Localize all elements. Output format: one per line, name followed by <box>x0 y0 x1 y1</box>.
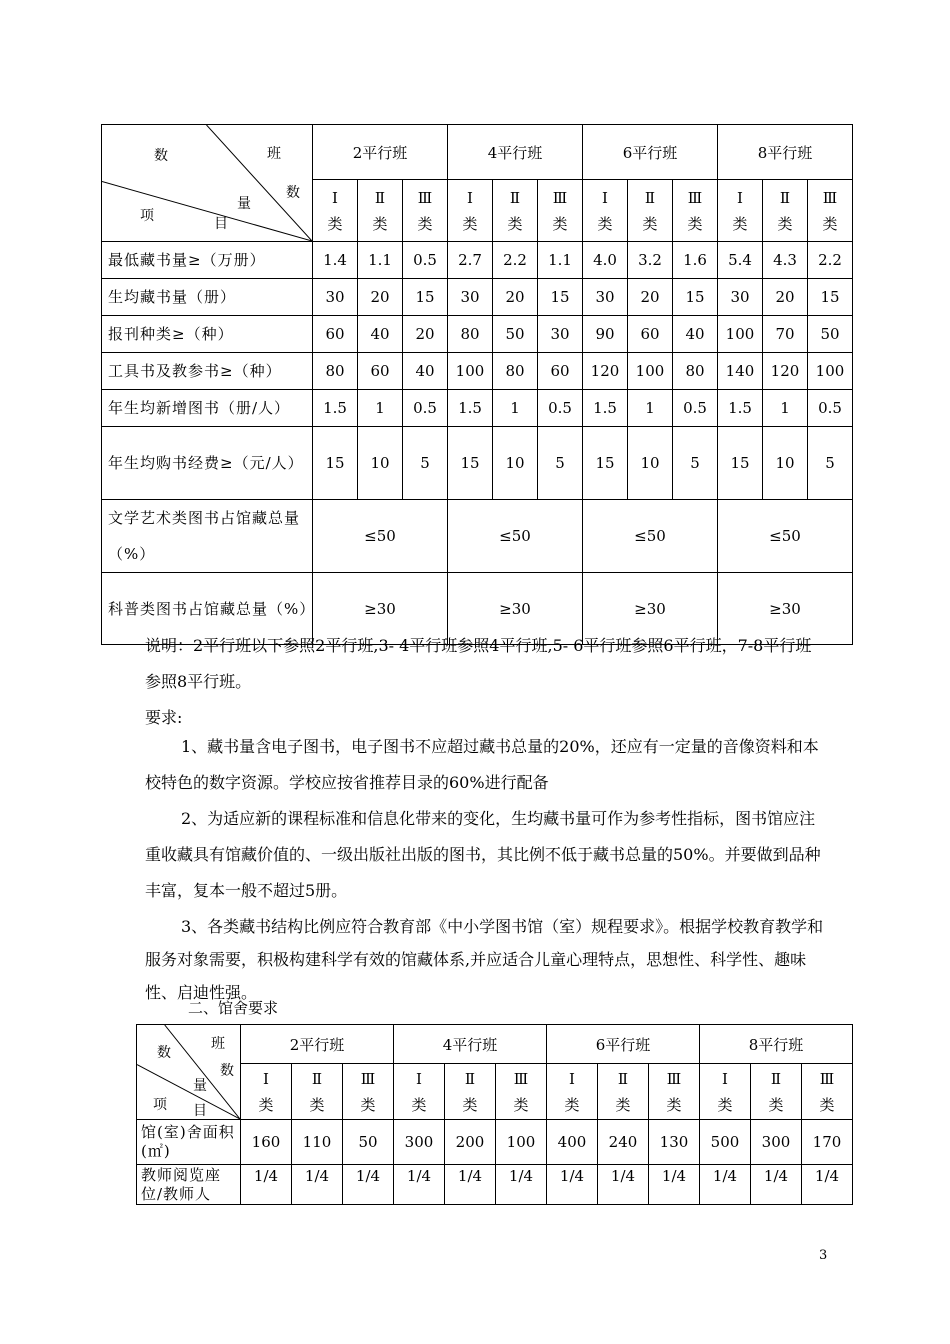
requirement-1: 1、藏书量含电子图书，电子图书不应超过藏书总量的20%，还应有一定量的音像资料和本校特色的数字资源。学校应按省推荐目录的60%进行配备 <box>145 737 819 792</box>
table-cell: 60 <box>628 316 673 353</box>
table-cell: 300 <box>751 1120 802 1165</box>
class-suffix: 类 <box>309 1095 325 1114</box>
table-cell: 40 <box>358 316 403 353</box>
table-cell: 30 <box>538 316 583 353</box>
class-header <box>583 180 628 242</box>
class-suffix: 类 <box>360 1095 376 1114</box>
table-cell: 20 <box>403 316 448 353</box>
table-cell: 10 <box>358 427 403 500</box>
class-header <box>673 180 718 242</box>
table-cell: 1/4 <box>292 1165 343 1205</box>
table-cell: 80 <box>493 353 538 390</box>
group-header-2: 2平行班 <box>313 125 448 180</box>
table-cell: 10 <box>493 427 538 500</box>
corner-label-shu2: 数 <box>286 185 300 201</box>
table-cell: 80 <box>673 353 718 390</box>
class-numeral: Ⅱ <box>374 188 386 207</box>
table-cell: 130 <box>649 1120 700 1165</box>
diagonal-lines <box>102 125 312 241</box>
class-numeral: Ⅲ <box>513 1069 529 1088</box>
class-header <box>763 180 808 242</box>
table-cell: 1 <box>493 390 538 427</box>
corner-label-ban: 班 <box>267 146 281 162</box>
class-suffix: 类 <box>258 1095 274 1114</box>
class-suffix: 类 <box>462 214 478 233</box>
table-cell: 170 <box>802 1120 853 1165</box>
table-cell: 1/4 <box>496 1165 547 1205</box>
class-numeral: Ⅲ <box>819 1069 835 1088</box>
table-cell: 4.3 <box>763 242 808 279</box>
table-cell: 10 <box>628 427 673 500</box>
table-cell: 30 <box>313 279 358 316</box>
group-header-4: 4平行班 <box>394 1025 547 1064</box>
table-cell: 0.5 <box>403 242 448 279</box>
merged-cell: ≤50 <box>583 500 718 573</box>
row-label: 文学艺术类图书占馆藏总量（%） <box>102 500 313 573</box>
table-cell: 15 <box>403 279 448 316</box>
table-cell: 1.4 <box>313 242 358 279</box>
class-suffix: 类 <box>372 214 388 233</box>
class-numeral: Ⅰ <box>569 1069 575 1088</box>
table-cell: 0.5 <box>403 390 448 427</box>
table-cell: 1/4 <box>547 1165 598 1205</box>
class-numeral: Ⅱ <box>770 1069 782 1088</box>
table-cell: 1/4 <box>445 1165 496 1205</box>
section-heading: 二、馆舍要求 <box>188 999 279 1017</box>
book-collection-table <box>101 124 853 645</box>
class-numeral: Ⅰ <box>602 188 608 207</box>
table-cell: 20 <box>493 279 538 316</box>
class-suffix: 类 <box>513 1095 529 1114</box>
table-cell: 110 <box>292 1120 343 1165</box>
class-numeral: Ⅰ <box>263 1069 269 1088</box>
table-row <box>102 353 853 390</box>
table-cell: 70 <box>763 316 808 353</box>
class-header-row <box>137 1064 853 1120</box>
table-cell: 15 <box>718 427 763 500</box>
row-label: 最低藏书量≥（万册） <box>102 242 313 279</box>
table-cell: 15 <box>313 427 358 500</box>
class-header <box>445 1064 496 1120</box>
class-suffix: 类 <box>666 1095 682 1114</box>
group-header-8: 8平行班 <box>718 125 853 180</box>
table-cell: 100 <box>496 1120 547 1165</box>
table-cell: 1/4 <box>598 1165 649 1205</box>
table-cell: 0.5 <box>673 390 718 427</box>
table-cell: 30 <box>448 279 493 316</box>
class-header <box>751 1064 802 1120</box>
class-numeral: Ⅱ <box>509 188 521 207</box>
class-suffix: 类 <box>777 214 793 233</box>
table-cell: 3.2 <box>628 242 673 279</box>
table-cell: 20 <box>628 279 673 316</box>
table-cell: 1/4 <box>343 1165 394 1205</box>
table-cell: 60 <box>538 353 583 390</box>
class-header <box>649 1064 700 1120</box>
table-cell: 20 <box>358 279 403 316</box>
table-cell: 50 <box>808 316 853 353</box>
class-header <box>628 180 673 242</box>
table-row <box>102 316 853 353</box>
table-cell: 15 <box>583 427 628 500</box>
table-cell: 1 <box>358 390 403 427</box>
class-suffix: 类 <box>462 1095 478 1114</box>
table-cell: 10 <box>763 427 808 500</box>
table-cell: 2.7 <box>448 242 493 279</box>
table-cell: 500 <box>700 1120 751 1165</box>
table-cell: 1.1 <box>538 242 583 279</box>
corner-label-mu: 目 <box>193 1103 207 1119</box>
table-cell: 200 <box>445 1120 496 1165</box>
row-label: 报刊种类≥（种） <box>102 316 313 353</box>
class-header <box>358 180 403 242</box>
table-row <box>102 500 853 573</box>
class-header <box>313 180 358 242</box>
group-header-4: 4平行班 <box>448 125 583 180</box>
class-suffix: 类 <box>552 214 568 233</box>
class-numeral: Ⅲ <box>360 1069 376 1088</box>
table-cell: 80 <box>448 316 493 353</box>
table-cell: 100 <box>448 353 493 390</box>
table-cell: 100 <box>628 353 673 390</box>
table-cell: 5 <box>673 427 718 500</box>
table-row <box>102 242 853 279</box>
diagonal-header-cell <box>137 1025 241 1120</box>
merged-cell: ≤50 <box>448 500 583 573</box>
table-cell: 15 <box>538 279 583 316</box>
table-cell: 30 <box>718 279 763 316</box>
class-header <box>496 1064 547 1120</box>
requirement-3: 3、各类藏书结构比例应符合教育部《中小学图书馆（室）规程要求》。根据学校教育教学和服务对象需要，积极构建科学有效的馆藏体系,并应适合儿童心理特点，思想性、科学性、趣味性、启迪性强。 <box>145 917 824 1002</box>
table-cell: 240 <box>598 1120 649 1165</box>
table-cell: 1/4 <box>649 1165 700 1205</box>
table-cell: 300 <box>394 1120 445 1165</box>
merged-cell: ≥30 <box>448 573 583 645</box>
table-cell: 120 <box>763 353 808 390</box>
class-suffix: 类 <box>732 214 748 233</box>
table-cell: 50 <box>493 316 538 353</box>
table-cell: 2.2 <box>808 242 853 279</box>
group-header-6: 6平行班 <box>547 1025 700 1064</box>
table-cell: 1/4 <box>700 1165 751 1205</box>
class-header <box>448 180 493 242</box>
class-header <box>808 180 853 242</box>
table-cell: 15 <box>673 279 718 316</box>
table-cell: 1/4 <box>241 1165 292 1205</box>
table-cell: 400 <box>547 1120 598 1165</box>
group-header-8: 8平行班 <box>700 1025 853 1064</box>
class-header <box>343 1064 394 1120</box>
row-label: 工具书及教参书≥（种） <box>102 353 313 390</box>
row-label: 科普类图书占馆藏总量（%） <box>102 573 313 645</box>
group-header-2: 2平行班 <box>241 1025 394 1064</box>
class-numeral: Ⅱ <box>779 188 791 207</box>
table-cell: 160 <box>241 1120 292 1165</box>
explanation-note: 说明：2平行班以下参照2平行班,3- 4平行班参照4平行班,5- 6平行班参照6平行班，7-8平行班参照8平行班。 <box>145 636 812 691</box>
table-row <box>137 1120 853 1165</box>
class-numeral: Ⅱ <box>311 1069 323 1088</box>
requirements-heading: 要求: <box>145 708 183 727</box>
table-cell: 5 <box>808 427 853 500</box>
class-header <box>493 180 538 242</box>
class-numeral: Ⅲ <box>417 188 433 207</box>
class-header <box>394 1064 445 1120</box>
table-cell: 50 <box>343 1120 394 1165</box>
class-header <box>292 1064 343 1120</box>
class-suffix: 类 <box>597 214 613 233</box>
table-cell: 40 <box>403 353 448 390</box>
table-cell: 2.2 <box>493 242 538 279</box>
class-suffix: 类 <box>642 214 658 233</box>
class-suffix: 类 <box>819 1095 835 1114</box>
corner-label-xiang: 项 <box>153 1097 167 1113</box>
table-cell: 1.6 <box>673 242 718 279</box>
corner-label-shu: 数 <box>154 148 168 164</box>
class-numeral: Ⅲ <box>687 188 703 207</box>
requirement-2: 2、为适应新的课程标准和信息化带来的变化，生均藏书量可作为参考性指标，图书馆应注重收藏具有馆藏价值的、一级出版社出版的图书，其比例不低于藏书总量的50%。并要做到品种丰富，复本一般不超过5册。 <box>145 809 821 900</box>
table-cell: 1.5 <box>313 390 358 427</box>
table-cell: 60 <box>313 316 358 353</box>
table-cell: 4.0 <box>583 242 628 279</box>
corner-label-ban: 班 <box>211 1036 225 1052</box>
table-cell: 5.4 <box>718 242 763 279</box>
class-header <box>403 180 448 242</box>
class-header <box>700 1064 751 1120</box>
class-numeral: Ⅰ <box>722 1069 728 1088</box>
library-space-table <box>136 1024 853 1205</box>
class-numeral: Ⅰ <box>467 188 473 207</box>
table-cell: 5 <box>403 427 448 500</box>
class-suffix: 类 <box>822 214 838 233</box>
table-cell: 100 <box>718 316 763 353</box>
group-header-6: 6平行班 <box>583 125 718 180</box>
class-header <box>241 1064 292 1120</box>
class-suffix: 类 <box>687 214 703 233</box>
table-cell: 120 <box>583 353 628 390</box>
corner-label-liang: 量 <box>237 196 251 212</box>
class-numeral: Ⅱ <box>617 1069 629 1088</box>
row-label: 年生均新增图书（册/人） <box>102 390 313 427</box>
class-suffix: 类 <box>327 214 343 233</box>
table-cell: 1.5 <box>583 390 628 427</box>
table-cell: 80 <box>313 353 358 390</box>
corner-label-mu: 目 <box>214 216 228 232</box>
page-number: 3 <box>819 1248 828 1263</box>
class-suffix: 类 <box>615 1095 631 1114</box>
class-header <box>802 1064 853 1120</box>
row-label: 馆(室)舍面积(㎡) <box>137 1120 241 1165</box>
table-cell: 1 <box>628 390 673 427</box>
table-row <box>102 427 853 500</box>
table-row <box>137 1165 853 1205</box>
class-suffix: 类 <box>411 1095 427 1114</box>
table-cell: 1 <box>763 390 808 427</box>
table-cell: 100 <box>808 353 853 390</box>
table-cell: 40 <box>673 316 718 353</box>
class-suffix: 类 <box>507 214 523 233</box>
table-cell: 90 <box>583 316 628 353</box>
class-header <box>547 1064 598 1120</box>
class-numeral: Ⅱ <box>464 1069 476 1088</box>
class-header <box>598 1064 649 1120</box>
corner-label-shu: 数 <box>157 1045 171 1061</box>
class-suffix: 类 <box>717 1095 733 1114</box>
class-header <box>718 180 763 242</box>
table-cell: 1/4 <box>394 1165 445 1205</box>
table-cell: 140 <box>718 353 763 390</box>
class-suffix: 类 <box>564 1095 580 1114</box>
table-cell: 60 <box>358 353 403 390</box>
corner-label-liang: 量 <box>193 1078 207 1094</box>
class-numeral: Ⅲ <box>666 1069 682 1088</box>
corner-label-shu2: 数 <box>220 1063 234 1079</box>
merged-cell: ≤50 <box>718 500 853 573</box>
table-row <box>102 390 853 427</box>
table-cell: 1.5 <box>718 390 763 427</box>
table-cell: 1/4 <box>802 1165 853 1205</box>
class-header <box>538 180 583 242</box>
table-cell: 15 <box>448 427 493 500</box>
table-cell: 0.5 <box>538 390 583 427</box>
class-numeral: Ⅱ <box>644 188 656 207</box>
class-numeral: Ⅰ <box>332 188 338 207</box>
class-numeral: Ⅲ <box>552 188 568 207</box>
table-row <box>102 279 853 316</box>
class-numeral: Ⅰ <box>737 188 743 207</box>
table-cell: 30 <box>583 279 628 316</box>
class-suffix: 类 <box>417 214 433 233</box>
table-cell: 1/4 <box>751 1165 802 1205</box>
class-numeral: Ⅰ <box>416 1069 422 1088</box>
table-cell: 15 <box>808 279 853 316</box>
class-numeral: Ⅲ <box>822 188 838 207</box>
row-label: 年生均购书经费≥（元/人） <box>102 427 313 500</box>
table-cell: 0.5 <box>808 390 853 427</box>
row-label: 教师阅览座位/教师人 <box>137 1165 241 1205</box>
class-suffix: 类 <box>768 1095 784 1114</box>
table-cell: 1.1 <box>358 242 403 279</box>
table-cell: 1.5 <box>448 390 493 427</box>
merged-cell: ≥30 <box>718 573 853 645</box>
merged-cell: ≤50 <box>313 500 448 573</box>
merged-cell: ≥30 <box>583 573 718 645</box>
diagonal-header-cell <box>102 125 313 242</box>
merged-cell: ≥30 <box>313 573 448 645</box>
corner-label-xiang: 项 <box>140 208 154 224</box>
table-cell: 5 <box>538 427 583 500</box>
row-label: 生均藏书量（册） <box>102 279 313 316</box>
table-cell: 20 <box>763 279 808 316</box>
